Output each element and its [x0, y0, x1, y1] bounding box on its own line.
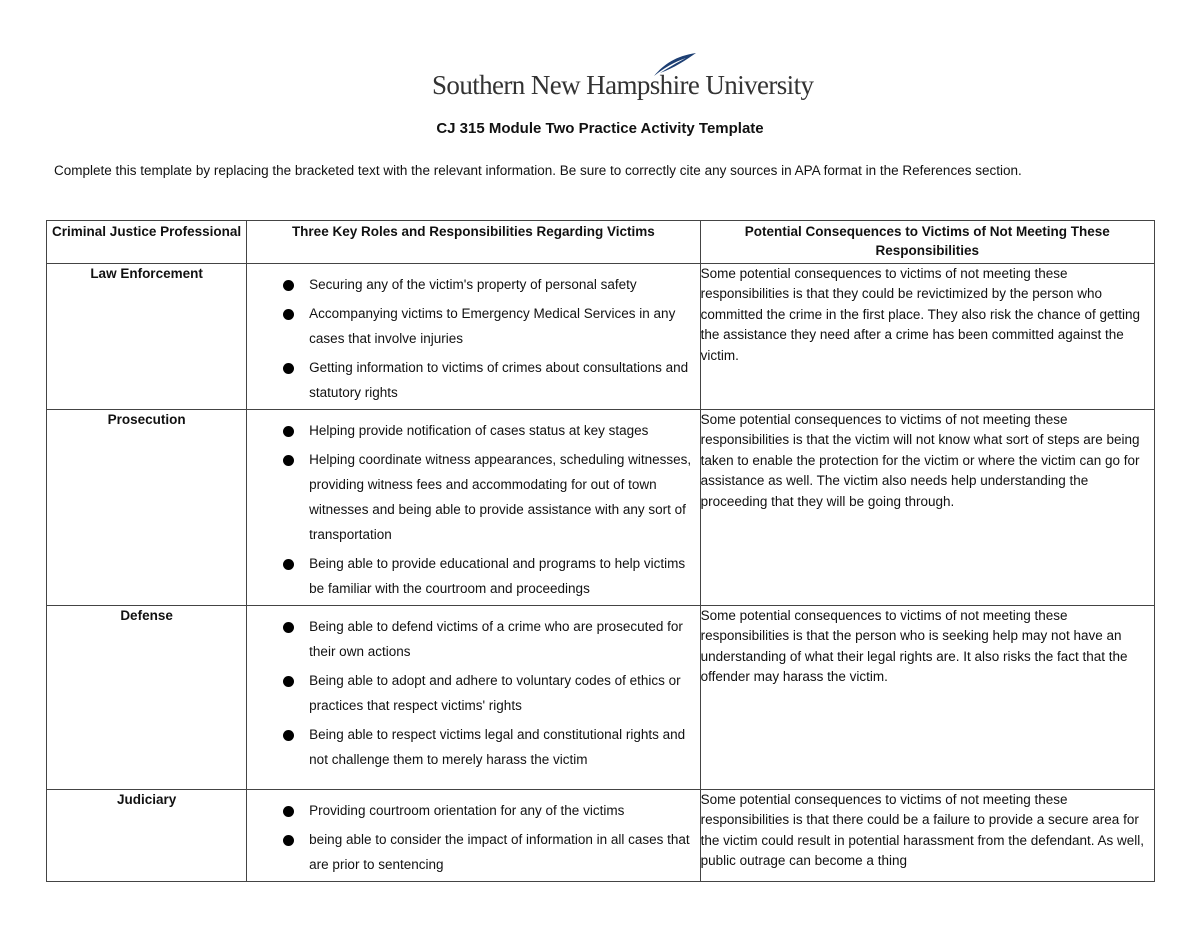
role-item: Being able to provide educational and programs to help victims be familiar with the courtroom and proceedings: [283, 551, 691, 601]
role-item: Being able to defend victims of a crime who are prosecuted for their own actions: [283, 614, 691, 664]
table-row: [47, 790, 1155, 882]
roles-cell: [247, 410, 700, 606]
roles-cell: [247, 606, 700, 790]
role-item: Accompanying victims to Emergency Medical Services in any cases that involve injuries: [283, 301, 691, 351]
table-row: [47, 264, 1155, 410]
roles-list: [247, 790, 699, 877]
table-row: [47, 410, 1155, 606]
role-item: Being able to respect victims legal and constitutional rights and not challenge them to merely harass the victim: [283, 722, 691, 772]
roles-list: [247, 410, 699, 601]
role-item: Helping provide notification of cases status at key stages: [283, 418, 691, 443]
role-item: Being able to adopt and adhere to voluntary codes of ethics or practices that respect victims' rights: [283, 668, 691, 718]
logo-text: Southern New Hampshire University: [432, 70, 814, 100]
column-header-roles: Three Key Roles and Responsibilities Regarding Victims: [247, 221, 700, 264]
roles-table: [46, 220, 1155, 882]
consequences-cell: Some potential consequences to victims of not meeting these responsibilities is that they could be revictimized by the person who committed the crime in the first place. They also risk the chance of getting the assistance they need after a crime has been committed against the victim.: [700, 264, 1154, 410]
professional-cell: Prosecution: [47, 410, 247, 606]
column-header-professional: Criminal Justice Professional: [47, 221, 247, 264]
table-row: [47, 606, 1155, 790]
professional-cell: Judiciary: [47, 790, 247, 882]
professional-cell: Law Enforcement: [47, 264, 247, 410]
roles-cell: [247, 790, 700, 882]
role-item: being able to consider the impact of information in all cases that are prior to sentencing: [283, 827, 691, 877]
consequences-cell: Some potential consequences to victims of not meeting these responsibilities is that the victim will not know what sort of steps are being taken to enable the protection for the victim or where the victim can go for assistance as well. The victim also needs help understanding the proceeding that they will be going through.: [700, 410, 1154, 606]
document-title: CJ 315 Module Two Practice Activity Template: [436, 120, 764, 137]
university-logo: [432, 52, 814, 104]
roles-cell: [247, 264, 700, 410]
role-item: Helping coordinate witness appearances, scheduling witnesses, providing witness fees and accommodating for out of town witnesses and being able to provide assistance with any sort of transportation: [283, 447, 691, 547]
role-item: Getting information to victims of crimes about consultations and statutory rights: [283, 355, 691, 405]
quill-icon: [650, 52, 700, 78]
column-header-consequences: Potential Consequences to Victims of Not Meeting These Responsibilities: [700, 221, 1154, 264]
professional-cell: Defense: [47, 606, 247, 790]
instructions-text: Complete this template by replacing the bracketed text with the relevant information. Be sure to correctly cite any sources in APA format in the References section.: [54, 163, 1022, 178]
consequences-cell: Some potential consequences to victims of not meeting these responsibilities is that there could be a failure to provide a secure area for the victim could result in potential harassment from the defendant. As well, public outrage can become a thing: [700, 790, 1154, 882]
table-header-row: [47, 221, 1155, 264]
consequences-cell: Some potential consequences to victims of not meeting these responsibilities is that the person who is seeking help may not have an understanding of what their legal rights are. It also risks the fact that the offender may harass the victim.: [700, 606, 1154, 790]
roles-list: [247, 606, 699, 772]
roles-list: [247, 264, 699, 405]
role-item: Securing any of the victim's property of personal safety: [283, 272, 691, 297]
role-item: Providing courtroom orientation for any of the victims: [283, 798, 691, 823]
